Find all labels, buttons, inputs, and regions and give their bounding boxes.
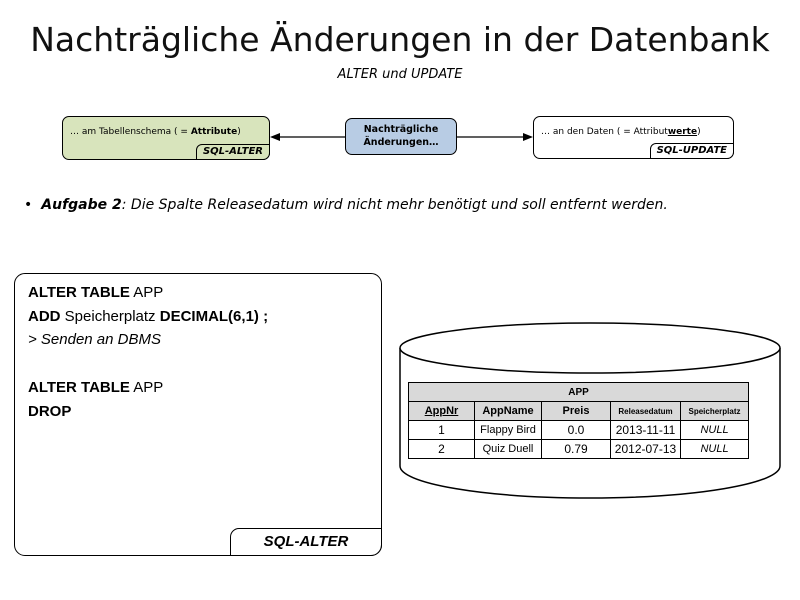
sql-code-box <box>14 273 382 556</box>
table-cell: 2013-11-11 <box>611 421 681 440</box>
column-header: AppNr <box>409 402 475 421</box>
schema-change-box <box>62 116 270 160</box>
bullet-icon: • <box>24 197 33 213</box>
table-cell: Quiz Duell <box>475 440 542 459</box>
sql-alter-label: SQL-ALTER <box>230 528 382 556</box>
table-caption: APP <box>409 383 749 402</box>
schema-change-text: … am Tabellenschema ( = Attribute) <box>70 127 241 137</box>
table-row <box>409 421 749 440</box>
changes-box <box>345 118 457 155</box>
task-text: : Die Spalte Releasedatum wird nicht mehr benötigt und soll entfernt werden. <box>121 197 668 213</box>
task-bullet <box>24 197 668 213</box>
sql-alter-tag: SQL-ALTER <box>196 144 270 160</box>
sql-line-3: > Senden an DBMS <box>28 331 162 348</box>
task-label: Aufgabe 2 <box>41 197 122 213</box>
table-cell: 2012-07-13 <box>611 440 681 459</box>
sql-update-tag: SQL-UPDATE <box>650 143 734 159</box>
column-header: Speicherplatz <box>681 402 749 421</box>
sql-line-5: DROP <box>28 403 72 420</box>
table-cell: 2 <box>409 440 475 459</box>
column-header: AppName <box>475 402 542 421</box>
column-header: Releasedatum <box>611 402 681 421</box>
app-table <box>408 382 749 459</box>
sql-line-4: ALTER TABLE APP <box>28 379 164 396</box>
page-title: Nachträgliche Änderungen in der Datenbank <box>30 20 770 59</box>
sql-line-1: ALTER TABLE APP <box>28 284 164 301</box>
page-subtitle: ALTER und UPDATE <box>337 67 463 82</box>
table-row <box>409 440 749 459</box>
table-cell: NULL <box>681 421 749 440</box>
table-cell: 1 <box>409 421 475 440</box>
changes-label-line2: Änderungen… <box>363 137 439 148</box>
data-change-text: … an den Daten ( = Attributwerte) <box>541 127 701 137</box>
changes-label-line1: Nachträgliche <box>363 124 439 135</box>
table-cell: 0.0 <box>542 421 611 440</box>
column-header: Preis <box>542 402 611 421</box>
table-cell: Flappy Bird <box>475 421 542 440</box>
table-cell: NULL <box>681 440 749 459</box>
sql-line-2: ADD Speicherplatz DECIMAL(6,1) ; <box>28 308 269 325</box>
data-change-box <box>533 116 734 159</box>
table-cell: 0.79 <box>542 440 611 459</box>
